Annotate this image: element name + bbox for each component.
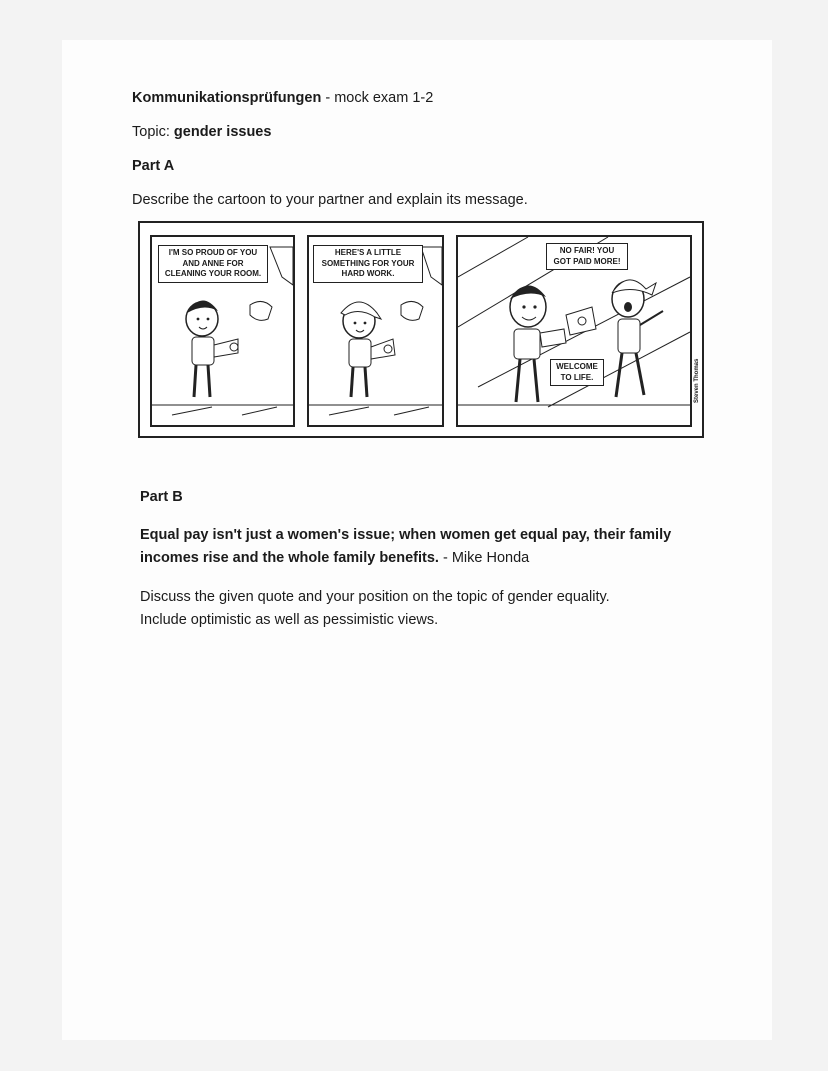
panel-3-bubble-line: GOT PAID MORE! xyxy=(553,256,621,266)
topic-line xyxy=(132,124,271,140)
panel-1-bubble-line: AND ANNE FOR xyxy=(182,258,244,268)
panel-3-bubble-line: NO FAIR! YOU xyxy=(559,246,615,255)
panel-1-speech-bubble xyxy=(158,245,268,283)
panel-1-bubble-line: CLEANING YOUR ROOM. xyxy=(164,269,262,278)
part-b-heading: Part B xyxy=(140,489,183,505)
panel-2-speech-bubble xyxy=(313,245,423,283)
cartoon-panel-2 xyxy=(307,235,444,427)
panel-3-reply-bubble xyxy=(550,359,604,386)
cartoon-panel-1 xyxy=(150,235,295,427)
exam-title-rest: - mock exam 1-2 xyxy=(321,90,434,106)
panel-3-reply-line: WELCOME xyxy=(556,362,598,371)
quote-author: - Mike Honda xyxy=(438,550,530,566)
part-a-heading: Part A xyxy=(132,158,175,174)
exam-title-bold: Kommunikationsprüfungen xyxy=(132,90,322,106)
quote-line-1: Equal pay isn't just a women's issue; when women get equal pay, their family xyxy=(140,527,672,543)
panel-3-speech-bubble xyxy=(546,243,628,270)
exam-title xyxy=(132,90,433,106)
cartoon-credit: Steven Thomas xyxy=(694,358,700,403)
topic-value: gender issues xyxy=(173,124,272,140)
panel-2-bubble-line: HERE'S A LITTLE xyxy=(334,248,402,257)
cartoon-strip xyxy=(138,221,704,438)
quote-line-2-text: incomes rise and the whole family benefits. xyxy=(140,550,439,566)
part-a-instruction: Describe the cartoon to your partner and explain its message. xyxy=(132,192,528,208)
panel-2-bubble-line: SOMETHING FOR YOUR xyxy=(321,258,415,268)
topic-label: Topic: xyxy=(132,124,174,140)
panel-1-bubble-line: I'M SO PROUD OF YOU xyxy=(168,248,258,257)
task-line-1: Discuss the given quote and your position on the topic of gender equality. xyxy=(140,589,610,605)
cartoon-panel-3 xyxy=(456,235,692,427)
panel-3-reply-line: TO LIFE. xyxy=(560,372,594,382)
panel-2-bubble-line: HARD WORK. xyxy=(341,269,395,278)
quote-line-2 xyxy=(140,550,529,566)
task-line-2: Include optimistic as well as pessimistic views. xyxy=(140,612,439,628)
